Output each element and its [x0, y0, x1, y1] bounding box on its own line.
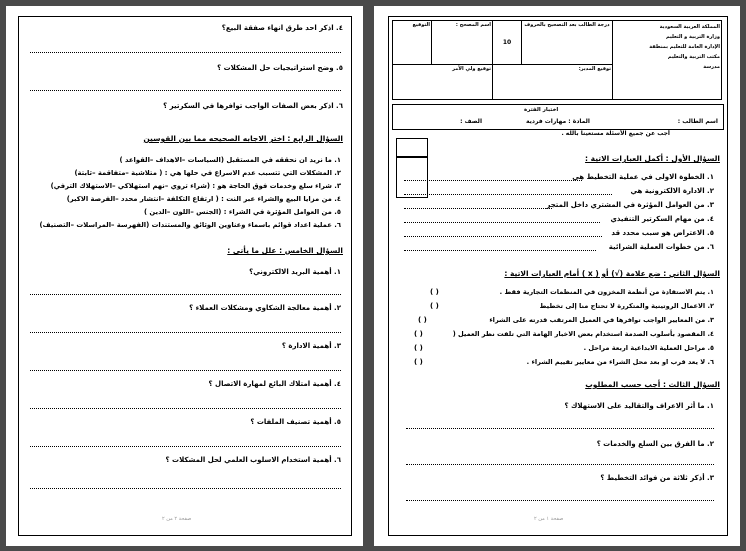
- question-text: ٦. أهمية استخدام الاسلوب العلمي لحل المشكلات ؟: [165, 456, 341, 464]
- answer-line[interactable]: [404, 250, 596, 251]
- question-text: ٦. اذكر بعض الصفات الواجب توافرها في السكرتير ؟: [163, 102, 343, 110]
- question-text: ٢. أهمية معالجة الشكاوي ومشكلات العملاء ؟: [189, 304, 341, 312]
- mcq-item: ١. ما نريد ان نحققه في المستقبل (السياسات –الاهداف –القواعد ): [119, 156, 341, 164]
- grade-class-field[interactable]: الصف :: [460, 118, 482, 125]
- score-divider: [396, 156, 428, 158]
- principal-signature-cell[interactable]: توقيع المدير:: [493, 65, 613, 100]
- student-name-field[interactable]: اسم الطالب :: [677, 118, 718, 125]
- mcq-item: ٢. المشكلات التي تتسبب عدم الاسراع في حلها هي : ( متلاشية –متفاقمة –ثابتة): [74, 169, 341, 177]
- question-text: ٣. أهمية الادارة ؟: [281, 342, 341, 350]
- grade-number-cell: 10: [493, 21, 522, 65]
- answer-box[interactable]: ( ): [414, 330, 423, 338]
- answer-line[interactable]: [30, 408, 341, 409]
- answer-line[interactable]: [30, 370, 341, 371]
- header-table: [392, 20, 722, 100]
- corrector-name-cell[interactable]: اسم المصحح :: [432, 21, 493, 65]
- section-4-title: السؤال الرابع : اختر الاجابه الصحيحه مما بين القوسين: [143, 134, 343, 143]
- question-text: ٢. ما الفرق بين السلع والخدمات ؟: [596, 440, 714, 448]
- answer-line[interactable]: [30, 294, 341, 295]
- page-number: صفحة ٢ من ٢: [162, 516, 192, 522]
- question-text: ١. أهمية البريد الالكتروني؟: [249, 268, 341, 276]
- exam-page-2: [6, 6, 363, 546]
- answer-box[interactable]: ( ): [418, 316, 427, 324]
- fill-item: ٥. الاعتراض هو سبب محدد قد: [611, 229, 714, 237]
- question-text: ٤. أهمية امتلاك البائع لمهارة الاتصال ؟: [208, 380, 341, 388]
- fill-item: ١. الخطوة الاولى في عملية التخطيط هي: [572, 173, 714, 181]
- fill-item: ٢. الادارة الالكترونية هي: [630, 187, 714, 195]
- question-text: ٤. اذكر احد طرق انهاء صفقة البيع؟: [221, 24, 343, 32]
- section-2-title: السؤال الثاني : ضع علامة (√) أو ( x ) أمام العبارات الاتية :: [504, 269, 720, 278]
- exam-title: اختبار الفترة: [524, 107, 559, 113]
- score-box[interactable]: [396, 138, 428, 198]
- answer-line[interactable]: [30, 332, 341, 333]
- answer-line[interactable]: [404, 194, 612, 195]
- subject-label: المادة : مهارات فردية: [526, 118, 590, 125]
- section-1-title: السؤال الأول : أكمل العبارات الاتية :: [585, 154, 720, 163]
- answer-line[interactable]: [30, 90, 341, 91]
- answer-line[interactable]: [404, 236, 602, 237]
- guardian-signature-cell[interactable]: توقيع ولي الأمر: [393, 65, 493, 100]
- mcq-item: ٦. عملية اعداد قوائم باسماء وعناوين الوثائق والمستندات (الفهرسة –المراسلات –التصنيف): [39, 221, 341, 229]
- page-number: صفحة ١ من ٢: [534, 516, 564, 522]
- answer-line[interactable]: [404, 180, 582, 181]
- answer-box[interactable]: ( ): [414, 358, 423, 366]
- answer-line[interactable]: [30, 446, 341, 447]
- section-5-title: السؤال الخامس : علل ما يأتى :: [227, 246, 343, 255]
- section-3-title: السؤال الثالث : أجب حسب المطلوب: [585, 380, 720, 389]
- signature-cell[interactable]: التوقيع: [393, 21, 432, 65]
- mcq-item: ٤. من مزايا البيع والشراء عبر النت : ( ارتفاع التكلفة –انتشار محدد –الفرصة الاكبر): [66, 195, 341, 203]
- answer-line[interactable]: [404, 222, 600, 223]
- institution-block: المملكة العربية السعودية وزارة التربية و التعليم الإدارة العامة للتعليم بمنطقة مكتب التربية والتعليم مدرسة: [613, 21, 722, 100]
- answer-line[interactable]: [406, 428, 714, 429]
- question-text: ٥. وضح استراتيجيات حل المشكلات ؟: [217, 64, 343, 72]
- true-false-item: ٥. مراحل العملية الابداعية اربعة مراحل .: [583, 344, 714, 352]
- fill-item: ٦. من خطوات العملية الشرائية: [608, 243, 714, 251]
- true-false-item: ٣. من المعايير الواجب توافرها في العميل المرتقب قدرته على الشراء: [489, 316, 714, 324]
- question-text: ٥. أهمية تصنيف الملفات ؟: [250, 418, 341, 426]
- answer-line[interactable]: [406, 464, 714, 465]
- question-text: ١. ما أثر الاعراف والتقاليد على الاستهلاك ؟: [564, 402, 714, 410]
- answer-box[interactable]: ( ): [430, 302, 439, 310]
- instructions: أجب عن جميع الأسئلة مستعينا بالله .: [561, 130, 670, 137]
- true-false-item: ١. يتم الاستفادة من أنظمة المخزون في المنظمات التجارية فقط .: [499, 288, 714, 296]
- answer-line[interactable]: [404, 208, 552, 209]
- true-false-item: ٢. الاعمال الروتينية والمتكررة لا تحتاج منا إلى تخطيط: [539, 302, 714, 310]
- mcq-item: ٥. من العوامل المؤثرة في الشراء : (الجنس –اللون –الدين ): [143, 208, 341, 216]
- answer-line[interactable]: [30, 488, 341, 489]
- fill-item: ٣. من العوامل المؤثرة في المشتري داخل المتجر: [546, 201, 714, 209]
- mcq-item: ٣. شراء سلع وخدمات فوق الحاجة هو : (شراء تروي –نهم استهلاكي –الاستهلاك الترفي): [50, 182, 341, 190]
- answer-line[interactable]: [406, 500, 714, 501]
- answer-box[interactable]: ( ): [414, 344, 423, 352]
- answer-box[interactable]: ( ): [430, 288, 439, 296]
- true-false-item: ٦. لا يعد قرب او بعد محل الشراء من معايير تقييم الشراء .: [526, 358, 714, 366]
- question-text: ٣. أذكر ثلاثة من فوائد التخطيط ؟: [600, 474, 714, 482]
- true-false-item: ٤. المقصود بأسلوب الصدمة استخدام بعض الاخبار الهامة التي تلفت نظر العميل (: [452, 330, 714, 338]
- exam-page-1: [374, 6, 740, 546]
- answer-line[interactable]: [30, 52, 341, 53]
- grade-letters-cell[interactable]: درجة الطالب بعد التصحيح بالحروف: [522, 21, 613, 65]
- fill-item: ٤. من مهام السكرتير التنفيذي: [610, 215, 714, 223]
